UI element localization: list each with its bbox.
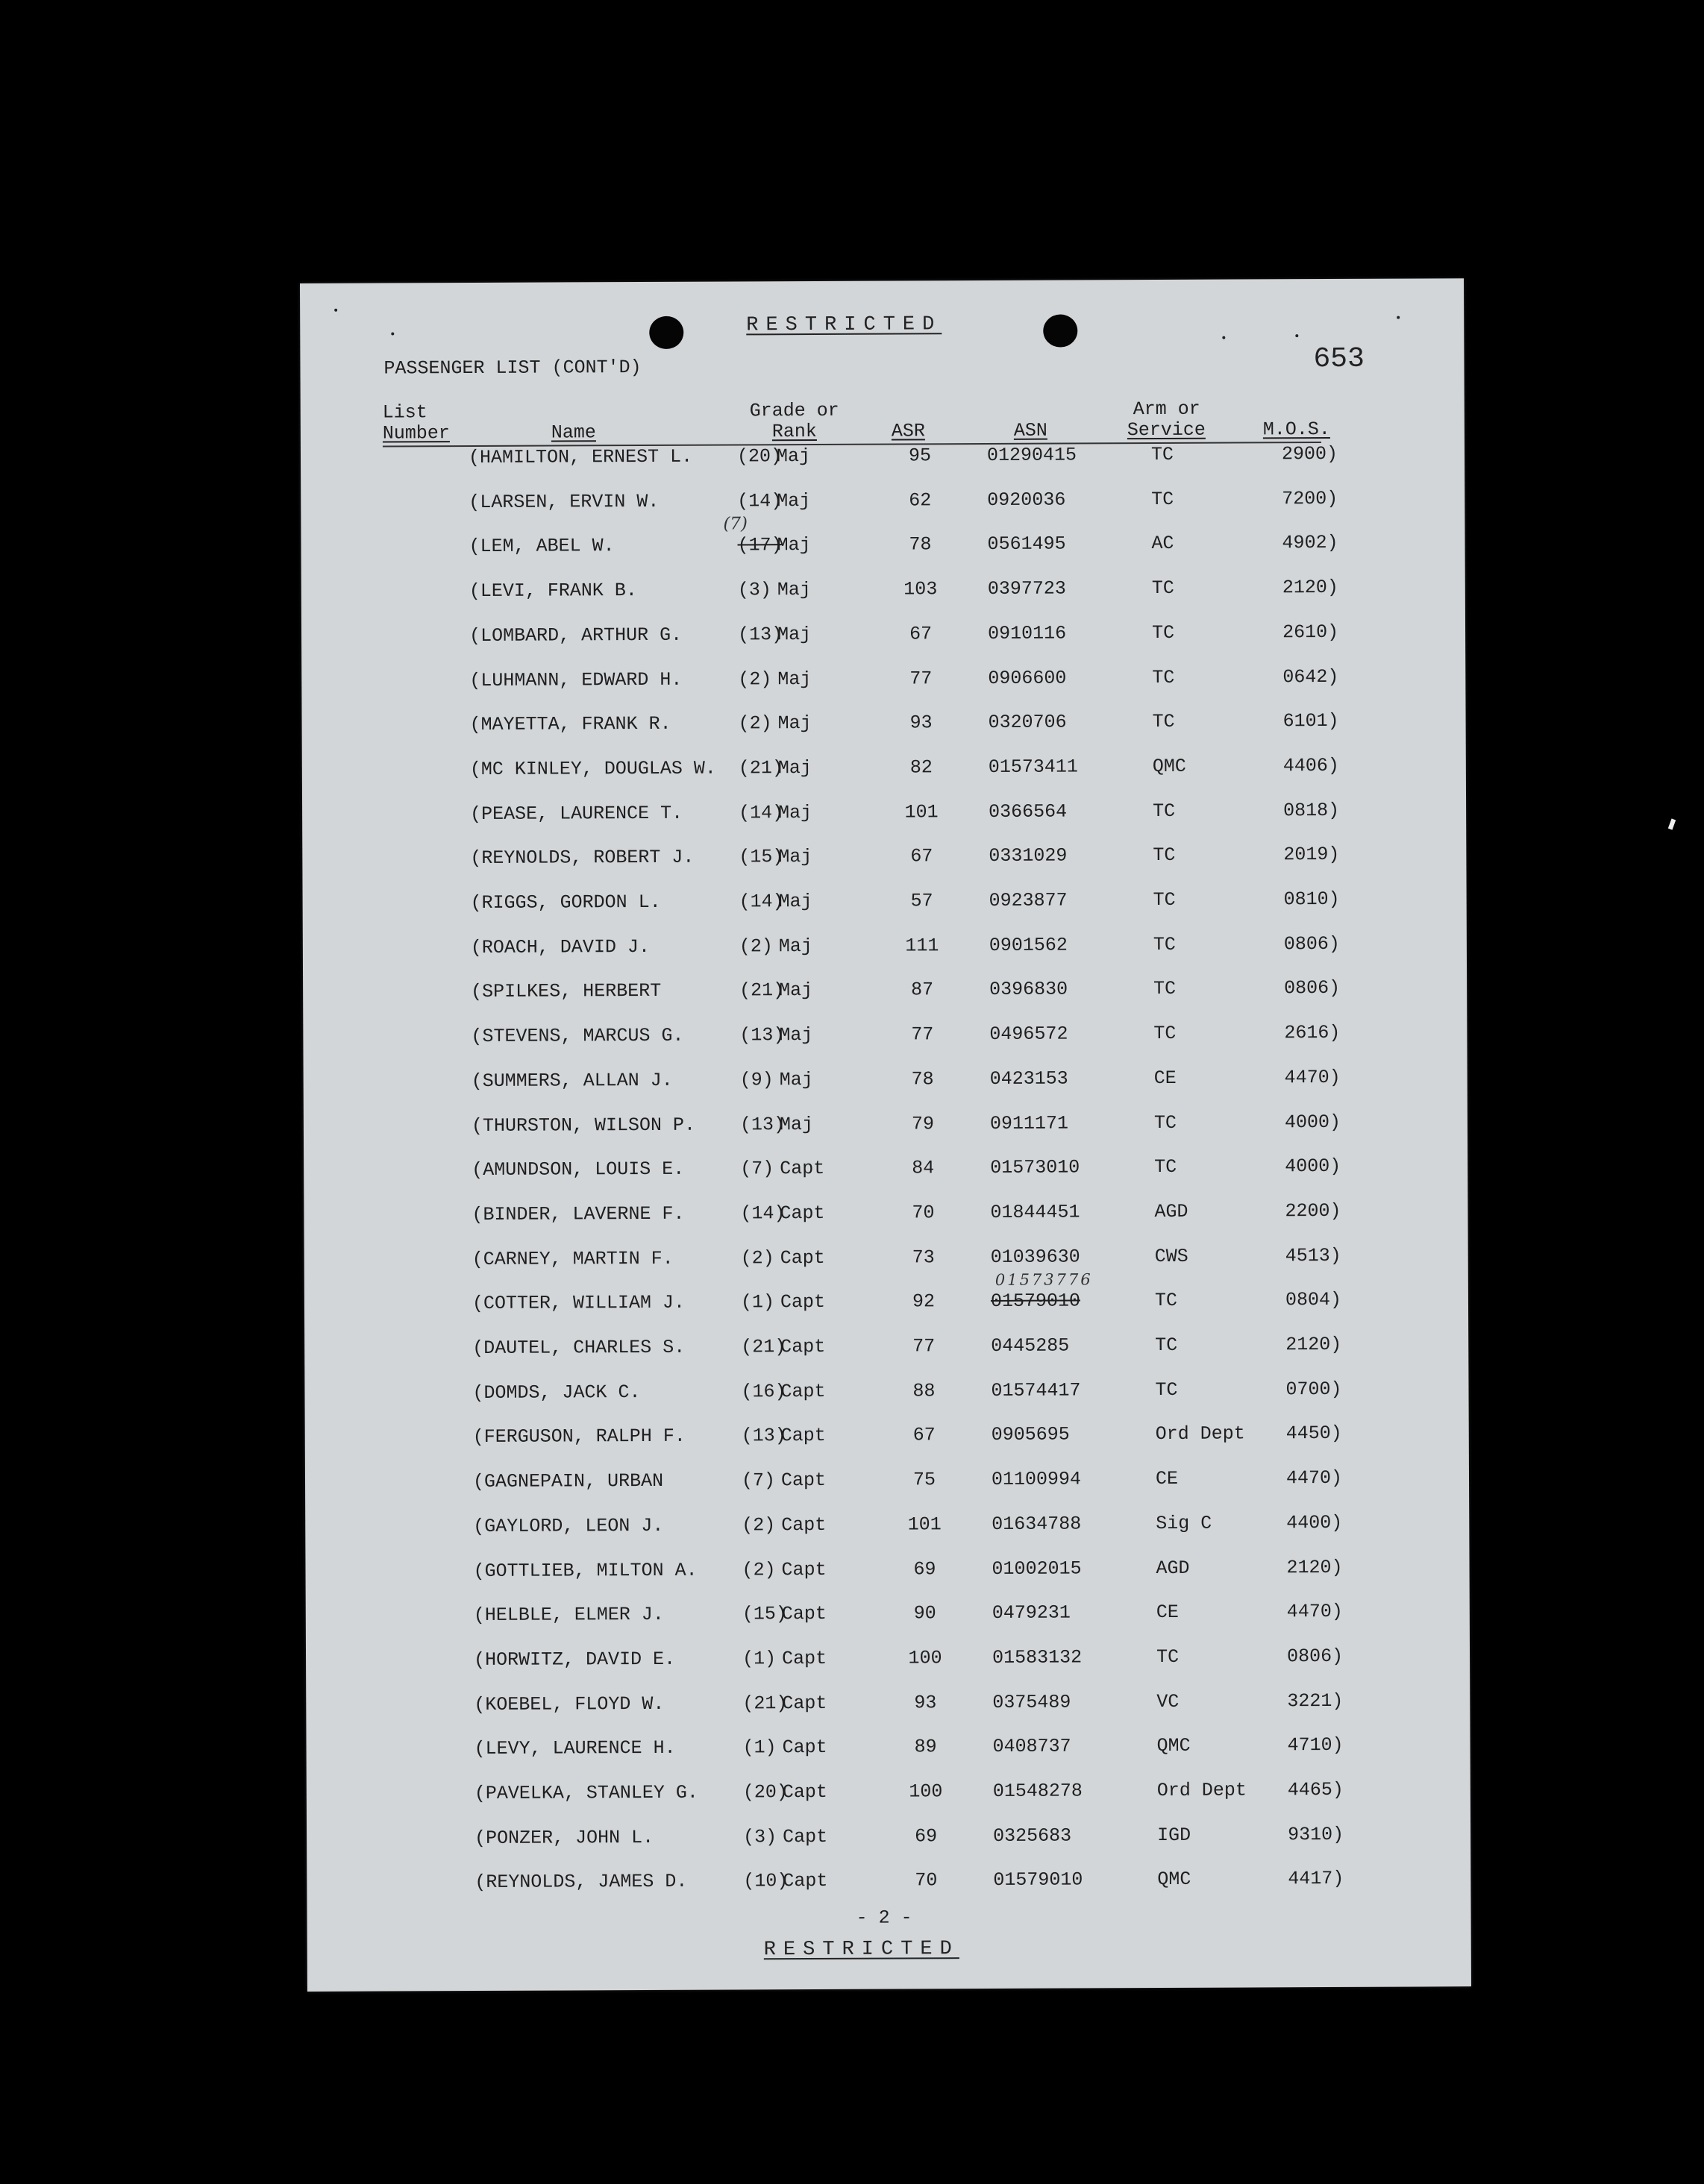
asr-value: 78 [911,1068,934,1091]
asr-value: 100 [908,1647,942,1669]
list-number: (3) [737,579,771,601]
passenger-name: (COTTER, WILLIAM J. [472,1291,686,1315]
list-number: (1) [740,1291,775,1314]
arm-service: TC [1152,710,1175,733]
arm-service: QMC [1156,1734,1191,1757]
asr-value: 78 [909,533,932,556]
arm-service: TC [1155,1378,1178,1402]
grade-rank: Maj [779,1024,813,1046]
asr-value: 92 [912,1290,936,1313]
mos-code: 4470) [1285,1466,1343,1490]
passenger-name: (SPILKES, HERBERT [471,979,662,1003]
table-row [305,1422,1469,1457]
asn-value: 0423153 [989,1067,1068,1090]
mos-code: 2120) [1282,576,1338,599]
passenger-name: (GAYLORD, LEON J. [473,1514,664,1538]
grade-rank: Maj [777,579,811,601]
mos-code: 0804) [1285,1288,1342,1311]
list-title: PASSENGER LIST (CONT'D) [383,357,642,380]
passenger-name: (HORWITZ, DAVID E. [473,1648,676,1672]
table-row [303,932,1467,967]
speck [1397,316,1400,319]
asn-value: 0331029 [989,844,1068,867]
asn-value: 0366564 [989,800,1068,823]
table-row [302,843,1466,878]
asr-value: 101 [907,1513,942,1536]
asn-value: 01548278 [992,1780,1083,1802]
table-row [301,531,1465,566]
grade-rank: Capt [782,1692,827,1715]
list-number: (13) [739,1024,785,1046]
list-number: (1) [742,1736,777,1759]
arm-service: VC [1156,1690,1180,1713]
restricted-header: RESTRICTED [746,313,942,337]
table-row [303,976,1467,1011]
table-row [303,1021,1467,1056]
passenger-name: (GAGNEPAIN, URBAN [472,1469,664,1493]
asr-value: 93 [914,1692,937,1714]
table-row [304,1199,1467,1234]
passenger-name: (LEVY, LAURENCE H. [474,1736,676,1760]
list-number: (14) [739,802,784,824]
arm-service: TC [1153,888,1176,911]
arm-service: QMC [1157,1868,1191,1891]
mos-code: 7200) [1282,487,1338,510]
asr-value: 77 [909,668,933,690]
arm-service: AC [1151,532,1174,555]
passenger-name: (CARNEY, MARTIN F. [472,1247,674,1271]
grade-rank: Capt [782,1780,827,1804]
asn-value: 01039630 [990,1246,1080,1268]
passenger-name: (LEVI, FRANK B. [469,580,637,603]
passenger-name: (HELBLE, ELMER J. [473,1603,664,1627]
asr-value: 57 [910,890,933,912]
asr-value: 89 [914,1736,937,1758]
asr-value: 75 [912,1469,936,1491]
table-row [306,1645,1470,1680]
grade-rank: Capt [780,1290,826,1314]
mos-code: 2019) [1283,843,1340,866]
list-number: (20) [742,1781,788,1804]
list-number: (2) [738,668,772,691]
grade-label: Grade or [749,399,839,422]
grade-rank: Maj [779,979,813,1002]
asn-value: 0901562 [989,934,1068,956]
page-number: 653 [1313,342,1365,376]
mos-code: 4465) [1287,1778,1344,1801]
grade-rank: Capt [781,1647,827,1670]
asr-value: 77 [912,1335,936,1358]
asn-value: 0923877 [989,889,1068,911]
arm-service: QMC [1152,755,1186,778]
table-row [307,1867,1470,1902]
arm-service: CWS [1154,1245,1188,1268]
mos-code: 4470) [1284,1066,1341,1089]
list-number: (21) [741,1336,786,1358]
table-row [301,487,1465,522]
arm-service: TC [1150,443,1174,466]
asn-value: 0496572 [989,1023,1068,1045]
asn-value: 01573411 [988,756,1078,778]
list-number: (16) [741,1381,786,1403]
asr-value: 73 [912,1246,935,1269]
table-row [301,442,1465,477]
grade-rank: Capt [783,1869,828,1892]
grade-rank: Maj [778,935,812,958]
table-row [304,1111,1467,1146]
asn-value: 01583132 [992,1646,1083,1669]
asr-value: 70 [915,1869,938,1892]
list-number: (13) [739,1114,786,1136]
mos-code: 4400) [1286,1511,1343,1534]
asr-value: 69 [915,1825,938,1848]
arm-service: TC [1154,1155,1177,1179]
mos-code: 0806) [1286,1645,1344,1668]
column-header-asn: ASN [1013,419,1047,442]
passenger-name: (PEASE, LAURENCE T. [470,802,683,826]
mos-code: 0806) [1283,932,1340,956]
passenger-name: (MAYETTA, FRANK R. [469,712,671,736]
arm-service: AGD [1154,1200,1188,1223]
asr-value: 84 [912,1157,935,1179]
mos-code: 2616) [1284,1021,1341,1044]
arm-service: TC [1153,844,1176,867]
mos-code: 2610) [1282,621,1339,644]
asn-value: 0906600 [988,667,1067,689]
asr-value: 70 [912,1202,935,1224]
mos-code: 0642) [1282,665,1339,688]
asr-value: 103 [903,578,938,600]
mos-code: 2120) [1285,1333,1342,1356]
column-header-name: Name [551,421,596,444]
arm-service: TC [1151,621,1175,644]
asn-value: 0561495 [987,533,1066,555]
arm-service: TC [1154,1289,1178,1312]
arm-service: TC [1156,1645,1180,1669]
punch-hole-left [649,316,683,349]
speck [1295,334,1298,337]
table-row [302,799,1466,834]
asn-value: 01574417 [991,1379,1081,1402]
passenger-name: (LEM, ABEL W. [469,535,615,558]
mos-code: 0700) [1285,1378,1342,1401]
passenger-name: (LOMBARD, ARTHUR G. [469,624,683,647]
passenger-name: (STEVENS, MARCUS G. [471,1024,684,1048]
asn-value: 0325683 [993,1824,1072,1847]
asn-value: 01844451 [990,1201,1080,1223]
arm-service: TC [1153,977,1177,1000]
document-page [300,278,1471,1992]
grade-rank: Capt [780,1380,826,1403]
arm-service: TC [1152,666,1175,689]
passenger-name: (RIGGS, GORDON L. [470,891,661,914]
mos-code: 4417) [1288,1867,1344,1890]
passenger-name: (BINDER, LAVERNE F. [472,1202,685,1226]
asn-value: 0479231 [992,1601,1071,1624]
asn-value: 01579010 [990,1290,1081,1312]
mos-code: 0818) [1283,799,1340,822]
asn-value: 0408737 [992,1735,1071,1757]
list-number: (15) [742,1603,787,1625]
grade-rank: Maj [777,757,812,779]
list-number: (2) [740,1247,774,1270]
asr-value: 77 [911,1023,934,1046]
number-label: Number [382,422,450,445]
restricted-footer: RESTRICTED [763,1938,959,1962]
table-row [304,1066,1467,1101]
asr-value: 62 [909,489,932,512]
asr-value: 90 [913,1602,936,1625]
grade-rank: Maj [778,846,812,868]
asn-value: 0910116 [987,622,1067,644]
asn-value: 0920036 [987,489,1066,511]
passenger-name: (LARSEN, ERVIN W. [469,490,660,514]
list-number: (13) [737,624,783,646]
passenger-name: (PAVELKA, STANLEY G. [474,1781,698,1804]
table-row [305,1466,1469,1502]
asr-value: 67 [912,1424,936,1446]
arm-service: TC [1153,933,1176,956]
handwritten-list-correction: (7) [723,514,748,534]
column-header-arm [1127,399,1206,441]
passenger-name: (REYNOLDS, ROBERT J. [470,846,695,870]
speck [391,332,394,335]
list-number: (21) [739,979,785,1002]
asr-value: 93 [909,712,933,734]
asr-value: 95 [908,445,932,467]
table-row [306,1689,1470,1725]
list-label: List [382,401,427,424]
arm-service: Ord Dept [1155,1422,1245,1446]
passenger-name: (LUHMANN, EDWARD H. [469,668,683,692]
passenger-name: (GOTTLIEB, MILTON A. [473,1559,698,1583]
table-row [304,1378,1468,1413]
passenger-name: (DAUTEL, CHARLES S. [472,1336,686,1360]
table-row [302,709,1466,744]
grade-rank: Maj [777,490,811,512]
page-label: - 2 - [856,1907,912,1929]
table-row [307,1823,1470,1858]
passenger-name: (PONZER, JOHN L. [474,1826,654,1849]
mos-code: 4902) [1282,531,1338,554]
list-number: (7) [740,1158,774,1180]
asr-value: 88 [912,1380,936,1402]
asr-value: 67 [910,845,933,867]
grade-rank: Capt [782,1736,827,1759]
grade-rank: Maj [777,624,812,646]
grade-rank: Maj [776,445,811,468]
list-number: (7) [741,1469,776,1492]
mos-code: 6101) [1282,709,1339,732]
mos-code: 4450) [1285,1422,1342,1445]
passenger-name: (THURSTON, WILSON P. [471,1114,696,1138]
asn-value: 01100994 [991,1468,1082,1490]
asr-value: 101 [904,801,939,823]
mos-code: 2200) [1285,1199,1341,1223]
table-row [304,1333,1468,1368]
arm-service: TC [1155,1334,1178,1357]
table-row [301,576,1465,611]
passenger-name: (SUMMERS, ALLAN J. [471,1069,673,1093]
arm-service: TC [1151,488,1174,511]
table-row [302,754,1466,789]
grade-rank: Capt [781,1558,827,1581]
handwritten-asn-correction: 01573776 [994,1270,1093,1289]
arm-service: CE [1156,1601,1179,1624]
asn-value: 0397723 [987,577,1066,600]
table-row [301,621,1465,656]
rank-label: Rank [771,420,817,443]
grade-rank: Maj [777,712,812,735]
list-number: (13) [741,1425,786,1447]
mos-code: 4000) [1285,1155,1341,1178]
list-number: (10) [743,1870,789,1892]
grade-rank: Capt [781,1602,827,1625]
passenger-name: (AMUNDSON, LOUIS E. [472,1158,685,1182]
asn-value: 0320706 [988,711,1067,733]
table-row [303,888,1467,923]
asn-value: 0396830 [989,978,1068,1000]
arm-label: Arm or [1133,398,1200,421]
arm-service: TC [1153,800,1176,823]
arm-service: CE [1155,1467,1179,1490]
mos-code: 4710) [1287,1733,1344,1757]
speck [1222,336,1225,339]
asr-value: 111 [905,935,939,957]
column-header-grade [750,401,839,443]
list-number: (1) [742,1648,777,1670]
asr-value: 79 [911,1113,934,1135]
mos-code: 2900) [1281,442,1338,465]
grade-rank: Capt [780,1246,825,1270]
punch-hole-right [1043,314,1077,347]
film-scratch [1668,818,1676,829]
list-number: (3) [743,1826,777,1848]
arm-service: IGD [1157,1824,1191,1847]
list-number: (2) [742,1559,776,1581]
arm-service: AGD [1156,1557,1190,1580]
grade-rank: Capt [780,1202,825,1225]
grade-rank: Maj [778,891,812,913]
service-label: Service [1127,418,1206,442]
table-row [307,1778,1470,1813]
arm-service: TC [1153,1022,1177,1045]
column-header-list-number [383,402,450,444]
passenger-name: (HAMILTON, ERNEST L. [468,445,693,469]
grade-rank: Capt [781,1513,827,1537]
asn-value: 0445285 [991,1334,1070,1357]
passenger-name: (MC KINLEY, DOUGLAS W. [469,757,716,781]
list-number: (14) [737,490,783,512]
column-header-mos: M.O.S. [1262,418,1330,441]
mos-code: 3221) [1287,1689,1344,1713]
grade-rank: Maj [779,1069,813,1091]
list-number: (9) [739,1069,774,1091]
speck [334,309,337,312]
list-number: (20) [736,445,783,468]
arm-service: CE [1153,1067,1177,1090]
passenger-name: (FERGUSON, RALPH F. [472,1425,686,1449]
table-row [305,1511,1469,1546]
passenger-name: (REYNOLDS, JAMES D. [474,1870,688,1893]
list-number: (15) [739,846,784,868]
asn-value: 01579010 [993,1868,1083,1891]
asr-value: 82 [909,756,933,779]
list-number: (2) [739,935,773,958]
grade-rank: Capt [780,1335,826,1358]
asn-value: 01573010 [990,1156,1080,1179]
grade-rank: Maj [779,1114,814,1136]
asn-value: 01002015 [992,1557,1082,1580]
list-number: (2) [738,712,772,735]
asr-value: 87 [911,979,934,1001]
asn-value: 01290415 [986,444,1077,466]
grade-rank: Maj [777,668,812,691]
asr-value: 100 [909,1780,943,1803]
asn-value: 0911171 [989,1112,1069,1135]
column-header-asr: ASR [891,420,925,442]
asn-value: 0905695 [991,1423,1070,1446]
arm-service: Sig C [1156,1512,1212,1535]
table-row [304,1244,1468,1279]
mos-code: 0810) [1283,888,1340,911]
mos-code: 4470) [1286,1600,1343,1623]
list-number: (14) [739,891,784,913]
grade-rank: Maj [777,534,811,556]
grade-rank: Capt [780,1157,825,1180]
grade-rank: Capt [783,1825,828,1848]
arm-service: Ord Dept [1156,1779,1247,1802]
mos-code: 0806) [1284,976,1341,1000]
table-row [301,665,1465,700]
list-number: (17) [737,534,783,556]
passenger-name: (DOMDS, JACK C. [472,1381,641,1405]
grade-rank: Maj [778,802,812,824]
list-number: (21) [738,757,783,779]
passenger-name: (KOEBEL, FLOYD W. [474,1692,665,1716]
table-row [304,1155,1467,1190]
passenger-name: (ROACH, DAVID J. [470,935,650,959]
mos-code: 4513) [1285,1244,1341,1267]
table-row [305,1556,1469,1591]
grade-rank: Capt [780,1469,827,1492]
table-row [304,1288,1468,1323]
mos-code: 2120) [1286,1556,1343,1579]
table-row [306,1600,1470,1635]
table-row [307,1733,1470,1769]
mos-code: 4000) [1284,1111,1341,1134]
grade-rank: Capt [780,1424,826,1447]
arm-service: TC [1151,577,1174,600]
list-number: (2) [742,1514,776,1537]
arm-service: TC [1153,1111,1177,1135]
list-number: (21) [742,1692,788,1715]
asr-value: 67 [909,623,933,645]
mos-code: 4406) [1282,754,1339,777]
asr-value: 69 [913,1558,936,1581]
asn-value: 01634788 [992,1513,1082,1535]
list-number: (14) [740,1202,786,1225]
mos-code: 9310) [1288,1823,1344,1846]
asn-value: 0375489 [992,1691,1071,1713]
